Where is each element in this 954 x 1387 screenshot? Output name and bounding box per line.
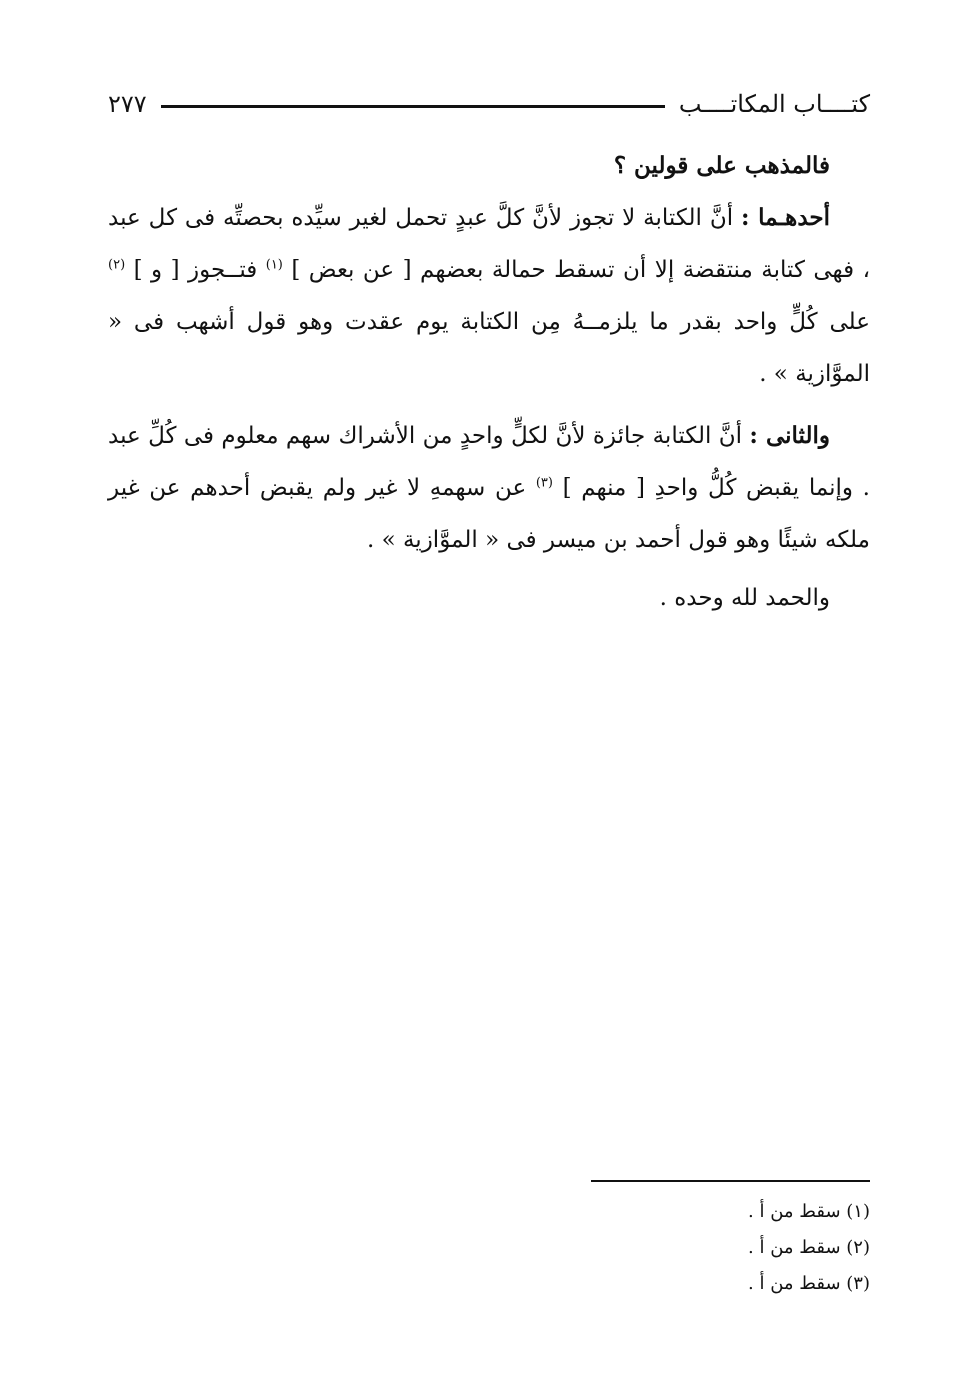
page-number: ٢٧٧ <box>108 90 147 118</box>
main-text <box>108 140 870 624</box>
footnote-ref-1: (١) <box>265 257 283 273</box>
header-title: كتــــاب المكاتــــب <box>678 90 870 118</box>
footnotes <box>540 1194 870 1302</box>
footnote-ref-3: (٣) <box>535 475 553 491</box>
footnote-ref-2: (٢) <box>108 257 126 273</box>
paragraph-first-opinion <box>108 192 870 400</box>
paragraph-text: على كُلٍّ واحد بقدر ما يلزمــهُ مِن الكتابة يوم عقدت وهو قول أشهب فى « الموَّازية » . <box>108 309 870 387</box>
footnote-separator <box>591 1180 870 1182</box>
closing-line: والحمد لله وحده . <box>659 585 830 611</box>
second-opinion-label: والثانى : <box>749 422 830 449</box>
paragraph-text: أنَّ الكتابة جائزة لأنَّ لكلٍّ واحدٍ من الأشراك سهم معلوم فى كُلِّ عبد . وإنما يقبض كُلُّ واحدِ [ منهم ] <box>108 423 870 501</box>
footnote-3: (٣) سقط من أ . <box>748 1273 870 1294</box>
paragraph-text: فتــجوز [ و ] <box>125 257 266 283</box>
paragraph-second-opinion <box>108 410 870 566</box>
running-header <box>108 84 870 124</box>
first-opinion-label: أحدهـما : <box>741 204 830 231</box>
footnote-2: (٢) سقط من أ . <box>748 1237 870 1258</box>
lead-line: فالمذهب على قولين ؟ <box>613 152 830 179</box>
paragraph-text: أنَّ الكتابة لا تجوز لأنَّ كلَّ عبدٍ تحمل لغير سيِّده بحصتِّه فى كل عبد ، فهى كتابة منتقضة إلا أن تسقط حمالة بعضهم [ عن بعض ] <box>108 205 870 283</box>
header-rule <box>161 105 665 108</box>
footnote-1: (١) سقط من أ . <box>748 1201 870 1222</box>
paragraph-text: عن سهمهِ لا غير ولم يقبض أحدهم عن غير ملكه شيئًا وهو قول أحمد بن ميسر فى « الموَّازية » . <box>108 475 870 553</box>
